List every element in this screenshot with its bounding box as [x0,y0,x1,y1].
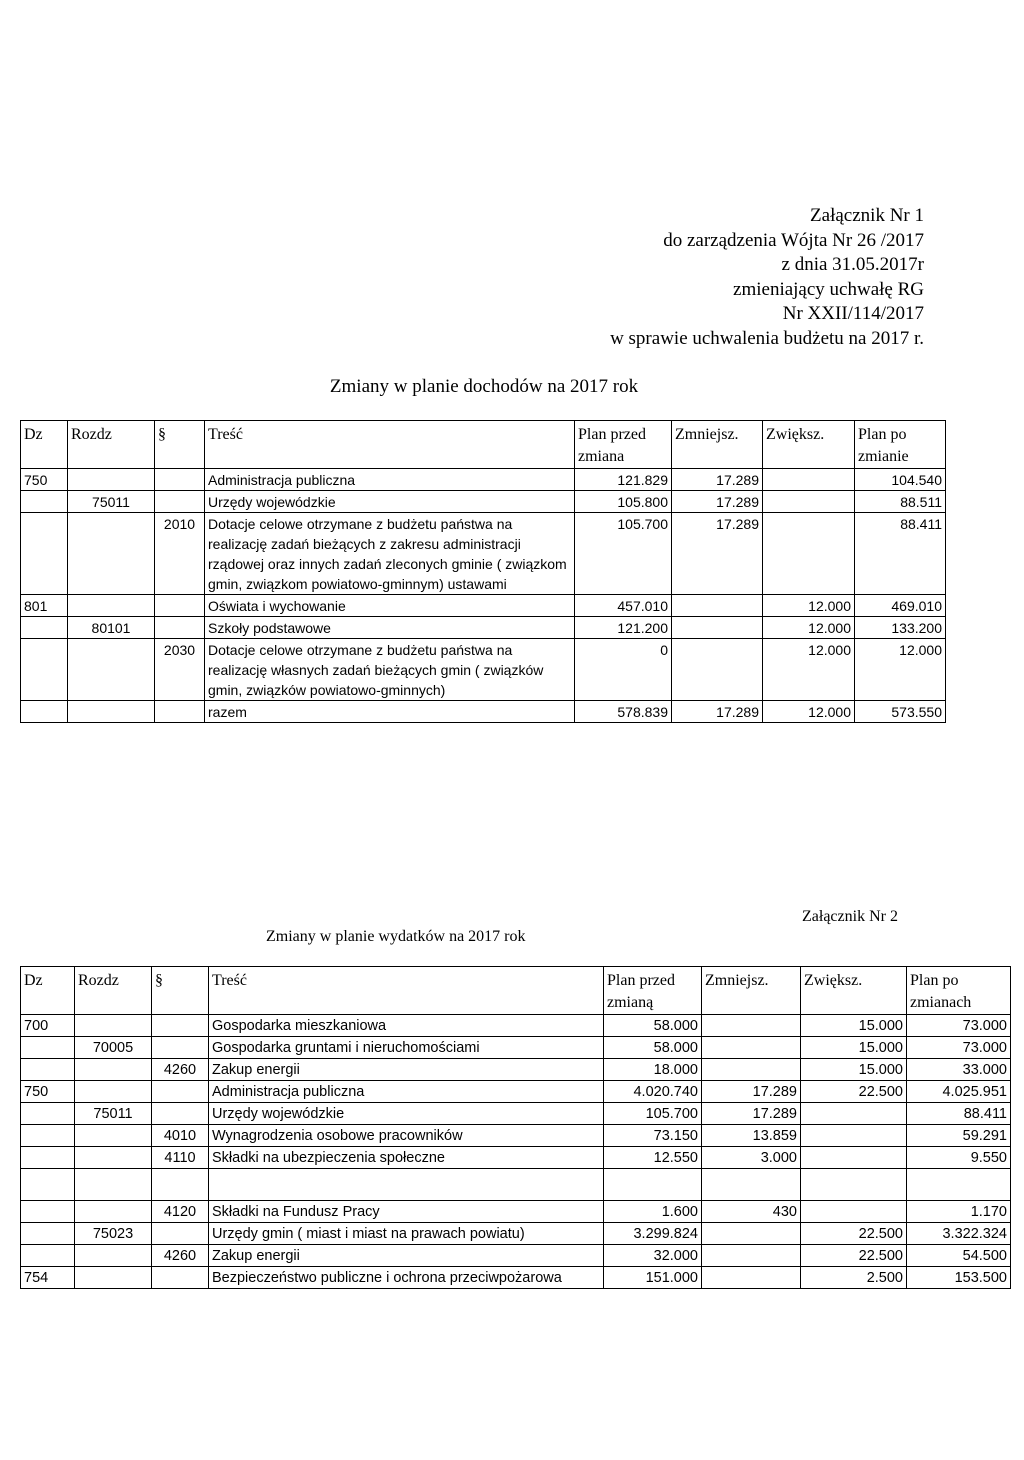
cell-tresc: Urzędy wojewódzkie [205,491,575,513]
cell-tresc: Składki na Fundusz Pracy [209,1201,604,1223]
col-dz-header: Dz [21,421,68,469]
empty-cell [21,1169,75,1201]
cell-decrease: 17.289 [672,513,763,595]
cell-increase: 22.500 [801,1223,907,1245]
table-row [21,639,946,701]
annex-header [464,204,924,351]
col-dz-header: Dz [21,967,75,1015]
cell-plan-after: 88.411 [855,513,946,595]
cell-plan-before: 121.829 [575,469,672,491]
empty-cell [604,1169,702,1201]
cell-plan-after: 133.200 [855,617,946,639]
cell-plan-before: 58.000 [604,1037,702,1059]
cell-paragraph: 4260 [152,1245,209,1267]
cell-tresc: Wynagrodzenia osobowe pracowników [209,1125,604,1147]
cell-paragraph [152,1037,209,1059]
annex-date: z dnia 31.05.2017r [781,254,924,275]
cell-plan-after: 73.000 [907,1037,1011,1059]
col-paragraph-header: § [152,967,209,1015]
cell-increase: 22.500 [801,1081,907,1103]
cell-increase [763,513,855,595]
cell-dz: 754 [21,1267,75,1289]
cell-plan-after: 9.550 [907,1147,1011,1169]
cell-plan-before: 18.000 [604,1059,702,1081]
cell-dz [21,617,68,639]
table-row [21,469,946,491]
cell-rozdz [75,1125,152,1147]
cell-plan-before: 0 [575,639,672,701]
cell-paragraph: 4110 [152,1147,209,1169]
cell-plan-before: 3.299.824 [604,1223,702,1245]
cell-paragraph [155,617,205,639]
cell-rozdz [75,1147,152,1169]
cell-increase [763,469,855,491]
cell-increase [801,1147,907,1169]
cell-paragraph: 4120 [152,1201,209,1223]
cell-plan-after: 153.500 [907,1267,1011,1289]
expense-table-title: Zmiany w planie wydatków na 2017 rok [266,928,526,945]
cell-plan-after: 3.322.324 [907,1223,1011,1245]
cell-plan-after: 54.500 [907,1245,1011,1267]
cell-plan-after: 573.550 [855,701,946,723]
cell-tresc: Bezpieczeństwo publiczne i ochrona przeciwpożarowa [209,1267,604,1289]
cell-plan-before: 105.800 [575,491,672,513]
empty-cell [209,1169,604,1201]
cell-paragraph [152,1223,209,1245]
cell-increase: 15.000 [801,1015,907,1037]
col-decrease-header: Zmniejsz. [702,967,801,1015]
cell-tresc: Zakup energii [209,1059,604,1081]
expense-annex-label: Załącznik Nr 2 [802,908,898,925]
cell-rozdz [75,1081,152,1103]
table-row [21,491,946,513]
cell-tresc: Gospodarka mieszkaniowa [209,1015,604,1037]
cell-plan-after: 4.025.951 [907,1081,1011,1103]
cell-rozdz: 70005 [75,1037,152,1059]
cell-tresc: Administracja publiczna [209,1081,604,1103]
table-row [21,1103,1011,1125]
cell-paragraph [152,1103,209,1125]
col-plan-before-header: Plan przed zmianą [604,967,702,1015]
cell-rozdz [75,1245,152,1267]
expense-changes-table [20,966,1011,1289]
col-plan-after-header: Plan po zmianie [855,421,946,469]
cell-paragraph: 4010 [152,1125,209,1147]
cell-decrease: 17.289 [702,1081,801,1103]
cell-plan-before: 73.150 [604,1125,702,1147]
table-row [21,1125,1011,1147]
cell-increase [801,1201,907,1223]
col-increase-header: Zwiększ. [763,421,855,469]
cell-decrease: 3.000 [702,1147,801,1169]
empty-cell [801,1169,907,1201]
cell-plan-before: 4.020.740 [604,1081,702,1103]
cell-dz [21,1147,75,1169]
cell-rozdz [75,1201,152,1223]
cell-paragraph [155,469,205,491]
cell-increase: 2.500 [801,1267,907,1289]
cell-paragraph [152,1015,209,1037]
cell-plan-before: 578.839 [575,701,672,723]
cell-plan-before: 1.600 [604,1201,702,1223]
cell-tresc: razem [205,701,575,723]
cell-tresc: Dotacje celowe otrzymane z budżetu państwa na realizację własnych zadań bieżących gmin ( związków gmin, związków powiatowo-gminnych) [205,639,575,701]
cell-tresc: Szkoły podstawowe [205,617,575,639]
cell-rozdz [68,513,155,595]
expense-table-body [21,1015,1011,1289]
cell-dz: 801 [21,595,68,617]
cell-dz [21,639,68,701]
cell-plan-after: 1.170 [907,1201,1011,1223]
cell-paragraph: 2030 [155,639,205,701]
cell-tresc: Administracja publiczna [205,469,575,491]
cell-increase [801,1125,907,1147]
cell-increase [763,491,855,513]
cell-increase: 12.000 [763,595,855,617]
cell-increase: 12.000 [763,639,855,701]
table-row [21,1267,1011,1289]
cell-tresc: Urzędy wojewódzkie [209,1103,604,1125]
annex-ordinance: do zarządzenia Wójta Nr 26 /2017 [663,229,924,251]
cell-decrease: 17.289 [672,469,763,491]
cell-increase: 22.500 [801,1245,907,1267]
cell-tresc: Urzędy gmin ( miast i miast na prawach powiatu) [209,1223,604,1245]
cell-plan-before: 58.000 [604,1015,702,1037]
col-paragraph-header: § [155,421,205,469]
cell-dz [21,701,68,723]
empty-cell [702,1169,801,1201]
cell-decrease [702,1245,801,1267]
table-row [21,513,946,595]
table-row [21,1081,1011,1103]
cell-rozdz [75,1015,152,1037]
cell-plan-after: 59.291 [907,1125,1011,1147]
cell-rozdz [68,639,155,701]
cell-plan-after: 33.000 [907,1059,1011,1081]
cell-dz [21,513,68,595]
cell-rozdz [68,701,155,723]
cell-decrease [672,639,763,701]
col-decrease-header: Zmniejsz. [672,421,763,469]
cell-rozdz [75,1267,152,1289]
cell-paragraph: 4260 [152,1059,209,1081]
cell-paragraph [152,1081,209,1103]
cell-paragraph [155,595,205,617]
cell-plan-before: 151.000 [604,1267,702,1289]
cell-tresc: Składki na ubezpieczenia społeczne [209,1147,604,1169]
cell-decrease: 17.289 [702,1103,801,1125]
cell-plan-after: 12.000 [855,639,946,701]
table-row [21,1037,1011,1059]
table-row [21,1245,1011,1267]
cell-plan-after: 88.411 [907,1103,1011,1125]
cell-plan-after: 73.000 [907,1015,1011,1037]
cell-rozdz [75,1059,152,1081]
cell-tresc: Gospodarka gruntami i nieruchomościami [209,1037,604,1059]
cell-decrease [702,1267,801,1289]
annex-resolution: Nr XXII/114/2017 [782,303,924,324]
cell-rozdz [68,595,155,617]
cell-dz [21,491,68,513]
cell-decrease [702,1015,801,1037]
cell-rozdz: 80101 [68,617,155,639]
table-spacer-row [21,1169,1011,1201]
cell-dz [21,1125,75,1147]
cell-decrease: 13.859 [702,1125,801,1147]
cell-rozdz [68,469,155,491]
cell-plan-after: 469.010 [855,595,946,617]
col-plan-before-header: Plan przed zmiana [575,421,672,469]
cell-plan-before: 12.550 [604,1147,702,1169]
cell-dz [21,1201,75,1223]
cell-tresc: Dotacje celowe otrzymane z budżetu państwa na realizację zadań bieżących z zakresu administracji rządowej oraz innych zadań zleconych gminie ( związkom gmin, związkom powiatowo-gminnym) ustawami [205,513,575,595]
cell-plan-before: 32.000 [604,1245,702,1267]
cell-increase: 15.000 [801,1059,907,1081]
annex-amends: zmieniający uchwałę RG [733,278,924,300]
cell-dz [21,1037,75,1059]
cell-plan-before: 457.010 [575,595,672,617]
table-row [21,1147,1011,1169]
cell-rozdz: 75023 [75,1223,152,1245]
cell-rozdz: 75011 [68,491,155,513]
cell-decrease: 430 [702,1201,801,1223]
col-plan-after-header: Plan po zmianach [907,967,1011,1015]
empty-cell [75,1169,152,1201]
cell-dz [21,1103,75,1125]
cell-dz [21,1223,75,1245]
table-row [21,1201,1011,1223]
col-tresc-header: Treść [205,421,575,469]
cell-decrease [702,1037,801,1059]
cell-decrease: 17.289 [672,701,763,723]
col-rozdz-header: Rozdz [75,967,152,1015]
income-changes-table [20,420,946,723]
cell-increase [801,1103,907,1125]
table-row [21,595,946,617]
cell-dz: 750 [21,469,68,491]
col-increase-header: Zwiększ. [801,967,907,1015]
income-table-body [21,469,946,723]
cell-decrease: 17.289 [672,491,763,513]
annex-number: Załącznik Nr 1 [810,205,924,226]
cell-rozdz: 75011 [75,1103,152,1125]
col-tresc-header: Treść [209,967,604,1015]
cell-plan-before: 105.700 [575,513,672,595]
cell-decrease [672,617,763,639]
table-row [21,1223,1011,1245]
annex-subject: w sprawie uchwalenia budżetu na 2017 r. [610,327,924,349]
cell-decrease [702,1223,801,1245]
cell-paragraph: 2010 [155,513,205,595]
table-row [21,617,946,639]
cell-plan-before: 105.700 [604,1103,702,1125]
cell-dz: 700 [21,1015,75,1037]
cell-dz [21,1059,75,1081]
cell-tresc: Oświata i wychowanie [205,595,575,617]
empty-cell [152,1169,209,1201]
table-row [21,701,946,723]
col-rozdz-header: Rozdz [68,421,155,469]
cell-tresc: Zakup energii [209,1245,604,1267]
table-row [21,1015,1011,1037]
cell-plan-after: 104.540 [855,469,946,491]
table-row [21,1059,1011,1081]
cell-increase: 12.000 [763,701,855,723]
income-table-title: Zmiany w planie dochodów na 2017 rok [329,376,639,397]
cell-dz [21,1245,75,1267]
cell-paragraph [155,491,205,513]
cell-paragraph [152,1267,209,1289]
empty-cell [907,1169,1011,1201]
cell-dz: 750 [21,1081,75,1103]
cell-paragraph [155,701,205,723]
cell-decrease [702,1059,801,1081]
cell-increase: 15.000 [801,1037,907,1059]
cell-plan-after: 88.511 [855,491,946,513]
cell-plan-before: 121.200 [575,617,672,639]
cell-increase: 12.000 [763,617,855,639]
cell-decrease [672,595,763,617]
